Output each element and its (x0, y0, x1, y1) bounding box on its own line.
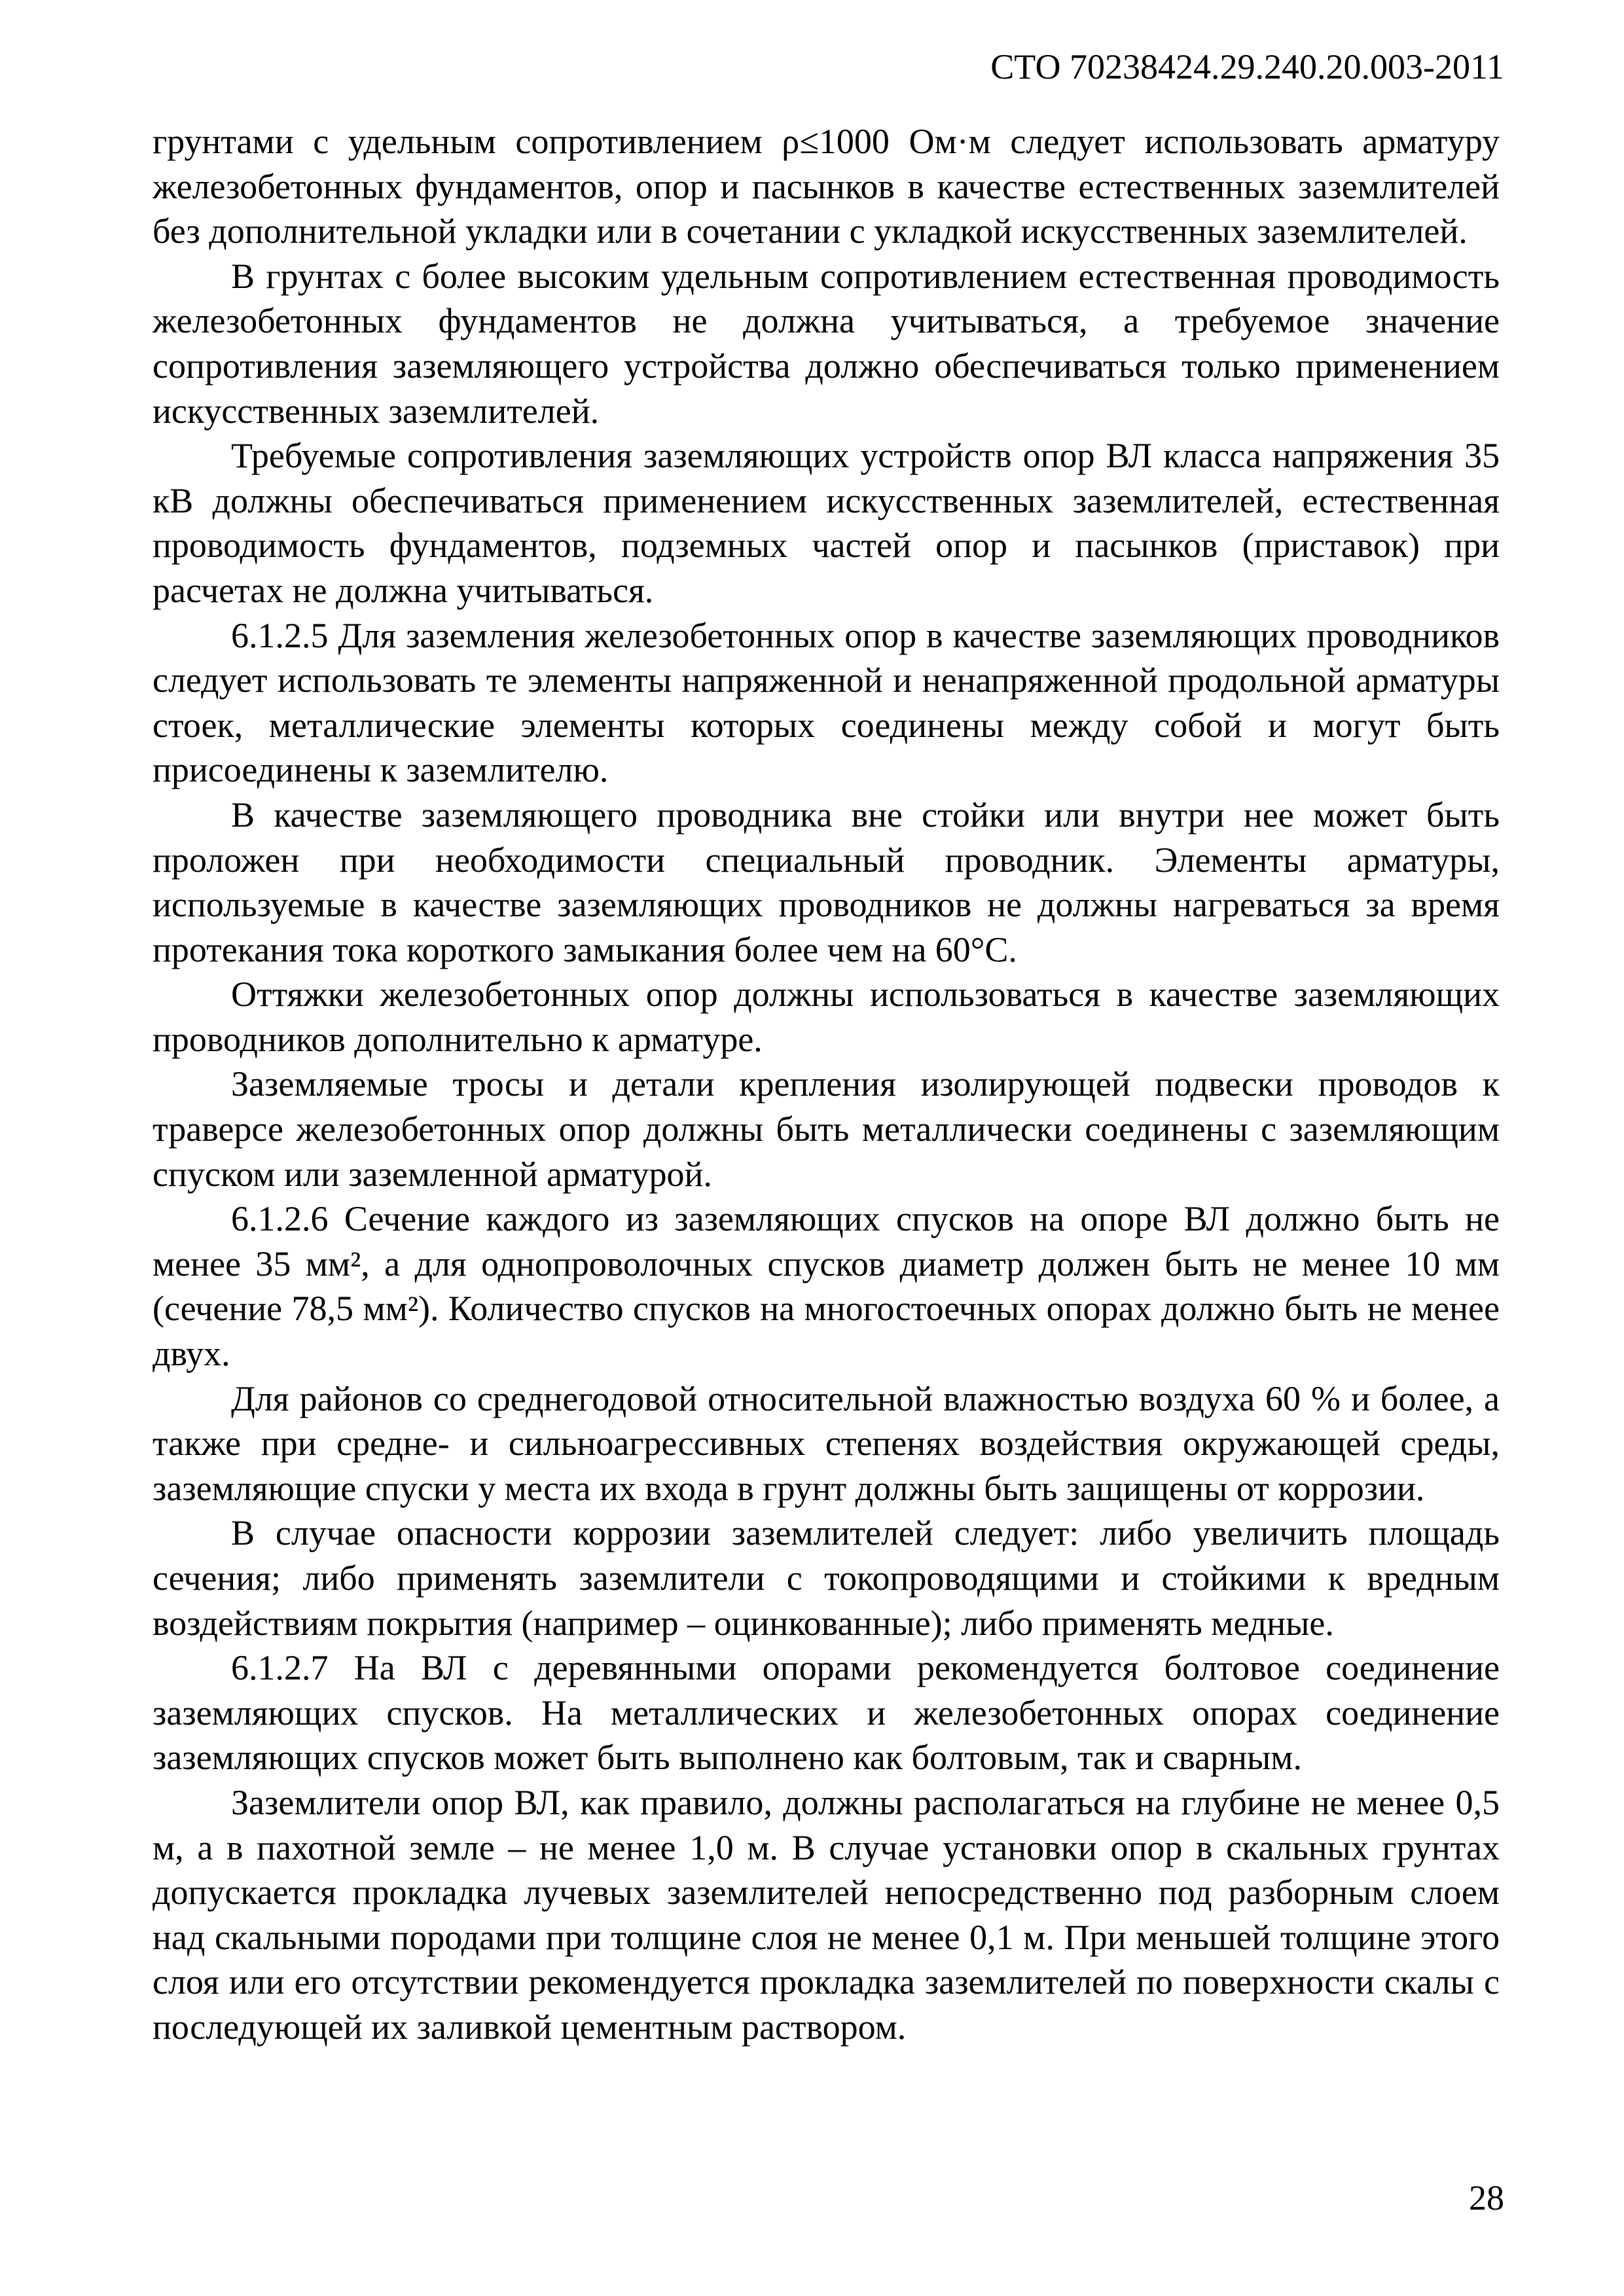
paragraph: Для районов со среднегодовой относительной влажностью воздуха 60 % и более, а также при средне- и сильноагрессивных степенях воздействия окружающей среды, заземляющие спуски у места их входа в грунт должны быть защищены от коррозии. (153, 1378, 1500, 1508)
paragraph: В качестве заземляющего проводника вне стойки или внутри нее может быть проложен при необходимости специальный проводник. Элементы арматуры, используемые в качестве заземляющих проводников не должны нагреваться за время протекания тока короткого замыкания более чем на 60°С. (153, 795, 1500, 969)
paragraph-clause-6-1-2-6: 6.1.2.6 Сечение каждого из заземляющих спусков на опоре ВЛ должно быть не менее 35 мм², а для однопроволочных спусков диаметр должен быть не менее 10 мм (сечение 78,5 мм²). Количество спусков на многостоечных опорах должно быть не менее двух. (153, 1199, 1500, 1374)
paragraph: Заземлители опор ВЛ, как правило, должны располагаться на глубине не менее 0,5 м, а в пахотной земле – не менее 1,0 м. В случае установки опор в скальных грунтах допускается прокладка лучевых заземлителей непосредственно под разборным слоем над скальными породами при толщине слоя не менее 0,1 м. При меньшей толщине этого слоя или его отсутствии рекомендуется прокладка заземлителей по поверхности скалы с последующей их заливкой цементным раствором. (153, 1782, 1500, 2047)
document-code-header: СТО 70238424.29.240.20.003-2011 (990, 47, 1504, 86)
paragraph-clause-6-1-2-5: 6.1.2.5 Для заземления железобетонных опор в качестве заземляющих проводников следует использовать те элементы напряженной и ненапряженной продольной арматуры стоек, металлические элементы которых соединены между собой и могут быть присоединены к заземлителю. (153, 615, 1500, 790)
paragraph-continued: грунтами с удельным сопротивлением ρ≤1000 Ом·м следует использовать арматуру железобетонных фундаментов, опор и пасынков в качестве естественных заземлителей без дополнительной укладки или в сочетании с укладкой искусственных заземлителей. (153, 122, 1500, 251)
paragraph: В случае опасности коррозии заземлителей следует: либо увеличить площадь сечения; либо применять заземлители с токопроводящими и стойкими к вредным воздействиям покрытия (например – оцинкованные); либо применять медные. (153, 1513, 1500, 1643)
paragraph: Оттяжки железобетонных опор должны использоваться в качестве заземляющих проводников дополнительно к арматуре. (153, 975, 1500, 1059)
paragraph-clause-6-1-2-7: 6.1.2.7 На ВЛ с деревянными опорами рекомендуется болтовое соединение заземляющих спусков. На металлических и железобетонных опорах соединение заземляющих спусков может быть выполнено как болтовым, так и сварным. (153, 1648, 1500, 1778)
paragraph: Заземляемые тросы и детали крепления изолирующей подвески проводов к траверсе железобетонных опор должны быть металлически соединены с заземляющим спуском или заземленной арматурой. (153, 1064, 1500, 1194)
page-number: 28 (1469, 2178, 1504, 2217)
body-text (153, 119, 1500, 2050)
paragraph: В грунтах с более высоким удельным сопротивлением естественная проводимость железобетонных фундаментов не должна учитываться, а требуемое значение сопротивления заземляющего устройства должно обеспечиваться только применением искусственных заземлителей. (153, 256, 1500, 431)
paragraph: Требуемые сопротивления заземляющих устройств опор ВЛ класса напряжения 35 кВ должны обеспечиваться применением искусственных заземлителей, естественная проводимость фундаментов, подземных частей опор и пасынков (приставок) при расчетах не должна учитываться. (153, 436, 1500, 610)
